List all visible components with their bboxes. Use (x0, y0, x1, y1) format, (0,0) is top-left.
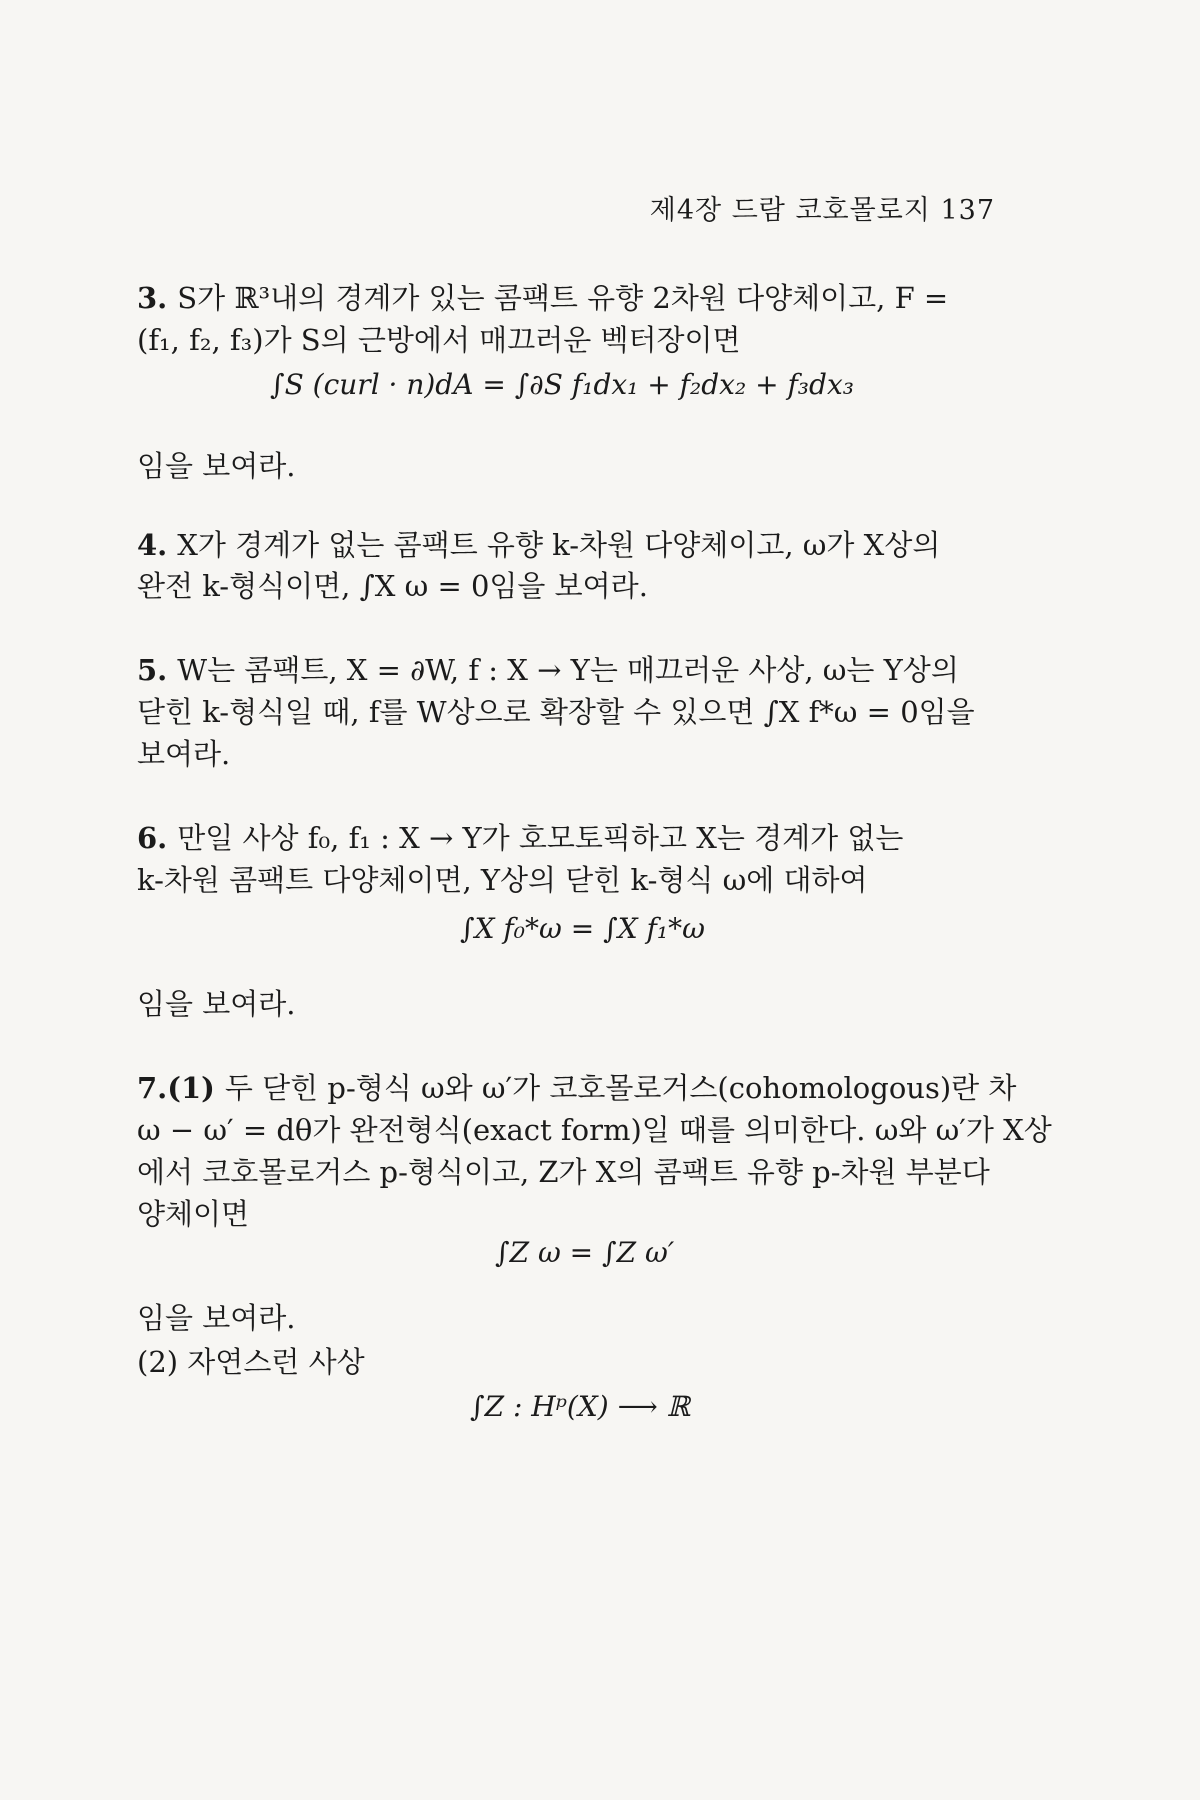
problem-6-number: 6. (137, 821, 168, 855)
problem-3-number: 3. (137, 281, 168, 315)
problem-7-line-4: 양체이면 (137, 1197, 250, 1231)
problem-6-text-1: 만일 사상 f₀, f₁ : X → Y가 호모토픽하고 X는 경계가 없는 (177, 821, 904, 855)
problem-3-text-1: S가 ℝ³내의 경계가 있는 콤팩트 유향 2차원 다양체이고, F = (177, 281, 949, 315)
problem-7-part-2: (2) 자연스런 사상 (137, 1345, 365, 1379)
problem-5-line-2: 닫힌 k-형식일 때, f를 W상으로 확장할 수 있으면 ∫X f*ω = 0임을 (137, 695, 975, 729)
problem-7-equation-2: ∫Z : Hᵖ(X) ⟶ ℝ (470, 1390, 690, 1423)
problem-3-line-1 (137, 280, 1027, 316)
problem-7-line-5: 임을 보여라. (137, 1301, 296, 1335)
problem-6-equation: ∫X f₀*ω = ∫X f₁*ω (460, 912, 705, 945)
problem-3-line-2: (f₁, f₂, f₃)가 S의 근방에서 매끄러운 벡터장이면 (137, 323, 741, 357)
problem-4-text-1: X가 경계가 없는 콤팩트 유향 k-차원 다양체이고, ω가 X상의 (177, 528, 941, 562)
problem-7-line-3: 에서 코호몰로거스 p-형식이고, Z가 X의 콤팩트 유향 p-차원 부분다 (137, 1155, 990, 1189)
problem-4-number: 4. (137, 528, 168, 562)
problem-5-number: 5. (137, 653, 168, 687)
problem-5-text-1: W는 콤팩트, X = ∂W, f : X → Y는 매끄러운 사상, ω는 Y상의 (177, 653, 959, 687)
problem-7-equation: ∫Z ω = ∫Z ω′ (495, 1236, 675, 1269)
problem-7-number: 7.(1) (137, 1071, 215, 1105)
problem-6-line-3: 임을 보여라. (137, 987, 296, 1021)
problem-7-line-2: ω − ω′ = dθ가 완전형식(exact form)일 때를 의미한다. ω와 ω′가 X상 (137, 1113, 1052, 1147)
problem-4-line-1 (137, 527, 1027, 563)
problem-7-text-1: 두 닫힌 p-형식 ω와 ω′가 코호몰로거스(cohomologous)란 차 (224, 1071, 1017, 1105)
problem-4-line-2: 완전 k-형식이면, ∫X ω = 0임을 보여라. (137, 569, 648, 603)
problem-5-line-3: 보여라. (137, 737, 231, 771)
problem-6-line-1 (137, 820, 1027, 856)
problem-6-line-2: k-차원 콤팩트 다양체이면, Y상의 닫힌 k-형식 ω에 대하여 (137, 863, 868, 897)
problem-7-line-1 (137, 1070, 1027, 1106)
running-header: 제4장 드람 코호몰로지 137 (649, 195, 995, 226)
problem-5-line-1 (137, 652, 1027, 688)
problem-3-line-3: 임을 보여라. (137, 449, 296, 483)
problem-3-equation: ∫S (curl · n)dA = ∫∂S f₁dx₁ + f₂dx₂ + f₃dx₃ (270, 368, 854, 401)
